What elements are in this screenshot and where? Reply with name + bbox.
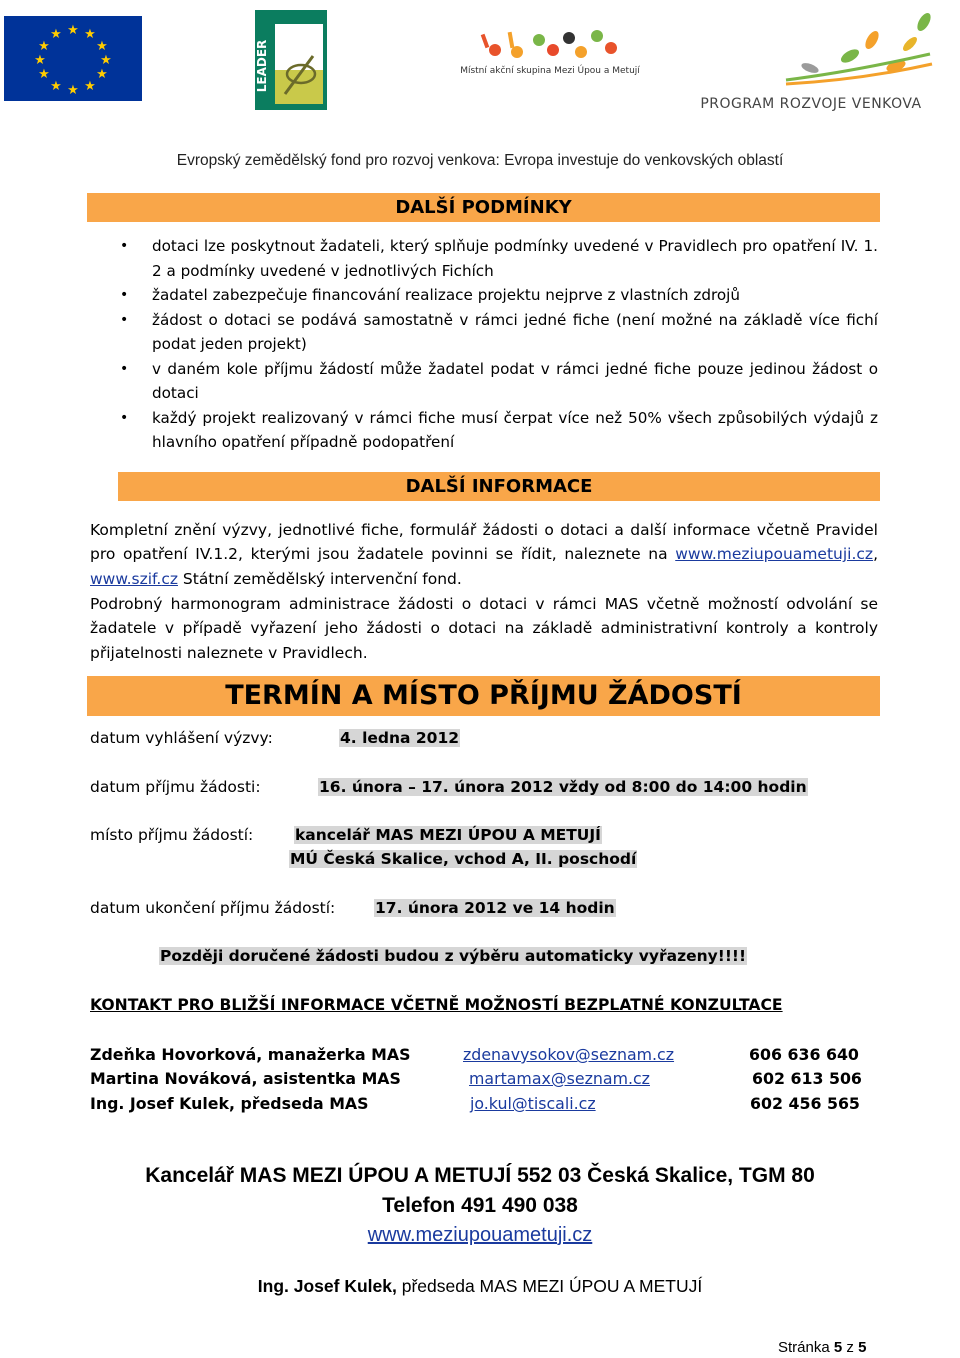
leader-text: LEADER (255, 39, 269, 93)
page-label: Stránka (778, 1339, 834, 1356)
signature-name: Ing. Josef Kulek, (257, 1276, 397, 1296)
office-address: Kancelář MAS MEZI ÚPOU A METUJÍ 552 03 Česká Skalice, TGM 80 (145, 1164, 815, 1187)
szif-link-text: www.szif. (90, 569, 162, 588)
end-label: datum ukončení příjmu žádostí: (90, 899, 336, 917)
announce-value: 4. ledna 2012 (340, 729, 460, 747)
section-title-info: DALŠÍ INFORMACE (118, 472, 880, 501)
page-of: z (842, 1339, 859, 1356)
svg-text:★: ★ (50, 27, 62, 42)
contact-email[interactable]: zdenavysokov@seznam.cz (463, 1045, 675, 1064)
szif-web-link[interactable] (90, 570, 178, 588)
eu-flag-logo (4, 16, 142, 101)
svg-text:★: ★ (100, 53, 112, 68)
late-note: Později doručené žádosti budou z výběru automaticky vyřazeny!!!! (160, 947, 747, 965)
svg-text:★: ★ (84, 79, 96, 94)
signature (0, 1276, 960, 1297)
svg-text:★: ★ (67, 23, 79, 38)
prv-logo-text: PROGRAM ROZVOJE VENKOVA (700, 96, 922, 112)
office-phone: Telefon 491 490 038 (382, 1194, 578, 1217)
receipt-label: datum příjmu žádosti: (90, 778, 261, 796)
info-text: Kompletní znění výzvy, jednotlivé fiche, formulář žádosti o dotaci a další informace včetně Pravidel pro opatření IV.1.2, kterými jsou žadatele povinni se řídit, naleznete na (90, 521, 878, 564)
contacts-title: KONTAKT PRO BLIŽŠÍ INFORMACE VČETNĚ MOŽNOSTÍ BEZPLATNÉ KONZULTACE (90, 996, 783, 1014)
mas-web-link[interactable]: www.meziupouametuji.cz (675, 545, 874, 564)
section-title-term: TERMÍN A MÍSTO PŘÍJMU ŽÁDOSTÍ (87, 676, 880, 716)
contact-name: Martina Nováková, asistentka MAS (90, 1069, 401, 1088)
list-item: • v daném kole příjmu žádostí může žadatel podat v rámci jedné fiche pouze jedinou žádost o dotaci (118, 357, 878, 406)
svg-text:★: ★ (96, 67, 108, 82)
page-number (778, 1339, 866, 1356)
info-paragraph (90, 518, 878, 591)
page-current: 5 (833, 1339, 843, 1356)
svg-text:★: ★ (50, 79, 62, 94)
signature-role: předseda MAS MEZI ÚPOU A METUJÍ (396, 1276, 703, 1296)
mas-logo-text: Místní akční skupina Mezi Úpou a Metují (460, 66, 640, 76)
contact-name: Ing. Josef Kulek, předseda MAS (90, 1094, 369, 1113)
announce-label: datum vyhlášení výzvy: (90, 729, 273, 747)
list-item: • žádost o dotaci se podává samostatně v rámci jedné fiche (není možné na základě více fichí podat jeden projekt) (118, 308, 878, 357)
svg-text:★: ★ (96, 39, 108, 54)
place-line-2: MÚ Česká Skalice, vchod A, II. poschodí (290, 850, 637, 868)
fund-header: Evropský zemědělský fond pro rozvoj venkova: Evropa investuje do venkovských oblastí (176, 152, 784, 169)
place-line-1: kancelář MAS MEZI ÚPOU A METUJÍ (295, 826, 601, 844)
svg-text:★: ★ (38, 67, 50, 82)
contact-phone: 602 613 506 (752, 1069, 862, 1088)
section-title-conditions: DALŠÍ PODMÍNKY (87, 193, 880, 222)
svg-text:★: ★ (38, 39, 50, 54)
list-item: • žadatel zabezpečuje financování realizace projektu nejprve z vlastních zdrojů (118, 283, 878, 308)
leader-logo (255, 10, 327, 110)
contact-phone: 606 636 640 (749, 1045, 859, 1064)
page-total: 5 (858, 1339, 867, 1356)
list-item: • dotaci lze poskytnout žadateli, který splňuje podmínky uvedené v Pravidlech pro opatření IV. 1. 2 a podmínky uvedené v jednotlivých Fichích (118, 234, 878, 283)
info-tail: Státní zemědělský intervenční fond. (177, 569, 462, 588)
szif-link-tld: cz (161, 569, 178, 588)
svg-text:★: ★ (67, 83, 79, 98)
end-value: 17. února 2012 ve 14 hodin (375, 899, 615, 917)
harmonogram-paragraph: Podrobný harmonogram administrace žádosti o dotaci v rámci MAS včetně možností odvolání se žadatele v případě vyřazení jeho žádosti o dotaci na základě administrativní kontroly a kontroly přijatelnosti naleznete v Pravidlech. (90, 595, 878, 662)
prv-logo (700, 10, 940, 102)
contact-email[interactable]: martamax@seznam.cz (469, 1069, 650, 1088)
footer-web-link[interactable]: www.meziupouametuji.cz (367, 1224, 593, 1246)
svg-text:★: ★ (34, 53, 46, 68)
contact-name: Zdeňka Hovorková, manažerka MAS (90, 1045, 411, 1064)
list-item: • každý projekt realizovaný v rámci fiche musí čerpat více než 50% všech způsobilých výdajů z hlavního opatření případně podopatření (118, 406, 878, 455)
separator: , (873, 545, 878, 564)
svg-text:★: ★ (84, 27, 96, 42)
conditions-list (118, 234, 878, 455)
contact-email[interactable]: jo.kul@tiscali.cz (470, 1094, 596, 1113)
receipt-value: 16. února – 17. února 2012 vždy od 8:00 do 14:00 hodin (319, 778, 807, 796)
place-label: místo příjmu žádostí: (90, 826, 254, 844)
contact-phone: 602 456 565 (750, 1094, 860, 1113)
